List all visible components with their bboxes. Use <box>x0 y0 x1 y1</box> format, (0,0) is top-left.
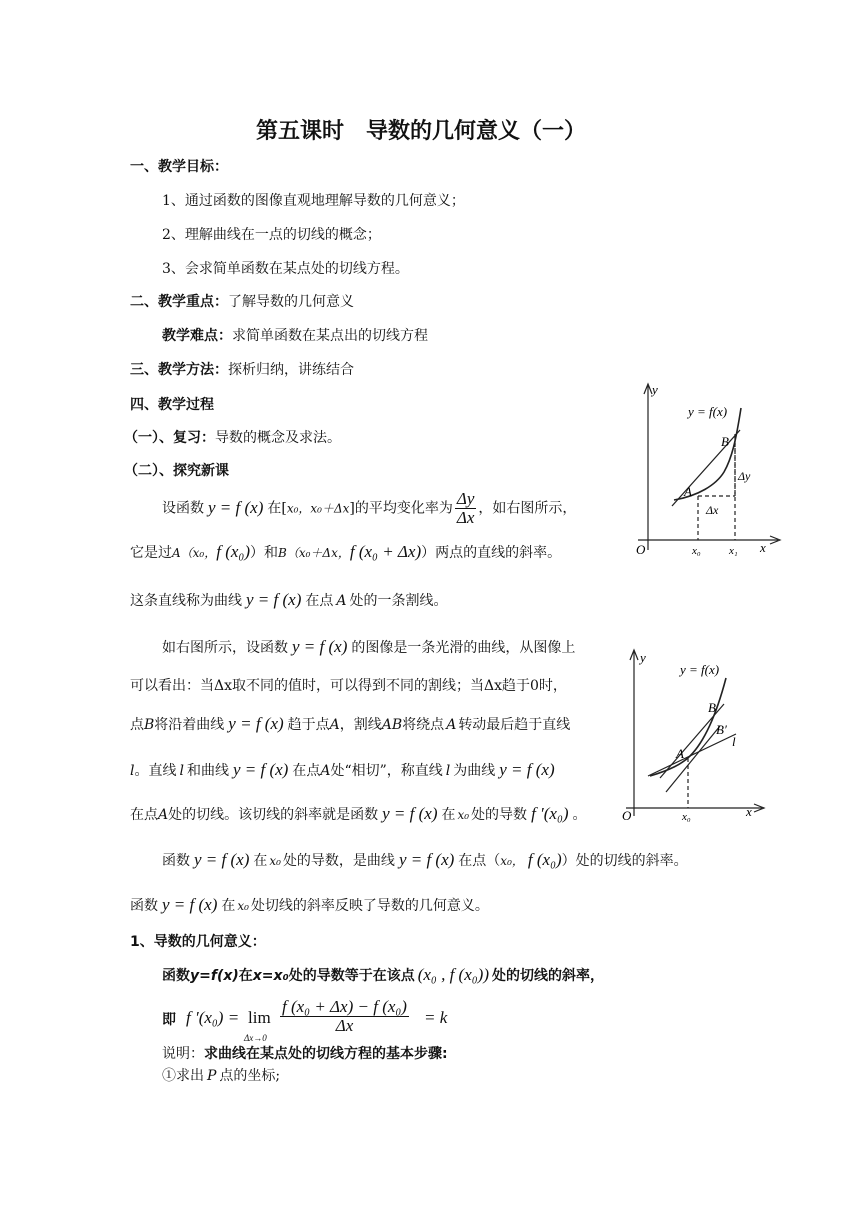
x0: x₀ <box>237 899 249 913</box>
math-fx0dx: f (x₀ + Δx) <box>349 542 422 561</box>
text: 转动最后趋于直线 <box>458 717 571 733</box>
fig1-point-b-label: B <box>721 434 729 449</box>
fig2-origin-label: O <box>622 808 632 823</box>
math-derivative: f ′(x₀) <box>531 804 569 823</box>
formula-lim-subscript: Δx→0 <box>244 1033 267 1043</box>
objective-item: 1、通过函数的图像直观地理解导数的几何意义； <box>162 193 465 209</box>
review-text: 导数的概念及求法。 <box>215 430 341 446</box>
math-fx0: f (x₀) <box>216 542 251 561</box>
frac-den: Δx <box>456 508 475 527</box>
point-b: B（x₀＋Δx， <box>278 546 350 560</box>
math-yfx: y = f (x) <box>382 804 438 823</box>
x0: x₀， <box>500 854 524 868</box>
text: 在 <box>441 807 456 823</box>
math-point: (x₀ , f (x₀)) <box>417 965 489 984</box>
text: 函数 <box>130 898 158 914</box>
text: 。直线 <box>134 763 177 779</box>
fig2-point-bp-label: B′ <box>716 722 727 737</box>
text: 点的坐标; <box>219 1068 281 1084</box>
text: 将沿着曲线 <box>154 717 225 733</box>
text: 为曲线 <box>453 763 496 779</box>
text: 在[ <box>267 500 287 517</box>
difficulty-text: 求简单函数在某点出的切线方程 <box>232 328 428 344</box>
math-yfx: y = f (x) <box>162 895 218 914</box>
fig2-point-a-label: A <box>676 746 684 761</box>
frac-den: Δx <box>335 1016 354 1035</box>
label-l: l <box>445 763 451 779</box>
fig1-x0-label: x₀ <box>692 545 701 557</box>
explore-label: （二）、探究新课 <box>124 463 229 479</box>
fig2-secant-ab <box>660 704 724 778</box>
math-yfx: y = f (x) <box>398 850 455 869</box>
objective-item: 3、会求简单函数在某点处的切线方程。 <box>162 261 409 277</box>
para3-line1 <box>162 850 688 871</box>
fig1-x1-label: x₁ <box>729 545 738 557</box>
fig1-dx-label: Δx <box>706 503 719 517</box>
label-a: A <box>446 717 457 733</box>
fig1-secant <box>672 430 740 506</box>
definition-line <box>162 965 604 986</box>
label-a: A <box>336 593 347 609</box>
para2-line5 <box>130 804 587 825</box>
frac-num: f (x₀ + Δx) − f (x₀) <box>282 997 407 1016</box>
fig2-curve-label: y = f(x) <box>680 662 720 677</box>
text: 在 <box>253 853 268 869</box>
para2-line1 <box>162 637 575 658</box>
para3-line2 <box>130 895 489 916</box>
fig2-line-l-label: l <box>732 734 736 749</box>
fig2-x-label: x <box>746 804 752 819</box>
key-points-text: 了解导数的几何意义 <box>228 294 354 310</box>
text: 在点 <box>292 763 321 779</box>
label-ab: AB <box>381 717 403 733</box>
text: 在点（ <box>458 853 501 869</box>
text: x=x₀ <box>252 968 289 984</box>
key-points-line <box>130 292 354 312</box>
method-text: 探析归纳，讲练结合 <box>228 362 354 378</box>
text: ）和 <box>250 545 279 561</box>
para1-line2 <box>130 542 561 563</box>
text: 函数 <box>162 853 190 869</box>
text: 处的切线的斜率， <box>492 968 604 984</box>
text: 点 <box>130 717 144 733</box>
review-line <box>124 428 341 448</box>
text: 如右图所示，设函数 <box>162 640 288 656</box>
formula-lhs: f ′(x₀) = <box>186 1008 240 1027</box>
text: 处的导数等于在该点 <box>288 968 415 984</box>
text: ，割线 <box>339 717 382 733</box>
para2-line3 <box>130 714 570 735</box>
para1-line1 <box>162 490 576 527</box>
math-yfx: y = f (x) <box>208 497 264 517</box>
text: 函数 <box>162 968 190 984</box>
math-yfx: y = f (x) <box>246 590 302 609</box>
fig2-secant-abp <box>666 726 720 792</box>
page-title: 第五课时 导数的几何意义（一） <box>256 119 587 144</box>
text: y=f(x) <box>190 968 239 984</box>
text: ）两点的直线的斜率。 <box>421 545 562 561</box>
text: 处的导数 <box>471 807 528 823</box>
label-p: P <box>207 1068 217 1084</box>
figure-tangent <box>620 646 780 824</box>
text: 在 <box>238 968 253 984</box>
formula-lim: lim <box>248 1008 271 1027</box>
fig2-point-b-label: B <box>708 700 716 715</box>
fig1-x-label: x <box>760 540 766 555</box>
frac-num: Δy <box>456 489 475 508</box>
text: 。 <box>572 807 587 823</box>
difficulty-label: 教学难点： <box>162 328 232 344</box>
text: 将绕点 <box>402 717 445 733</box>
review-label: （一）、复习： <box>124 430 215 446</box>
text: 趋于点 <box>287 717 330 733</box>
fig1-origin-label: O <box>636 542 646 557</box>
process-heading: 四、教学过程 <box>130 397 214 413</box>
difficulty-line <box>162 326 428 346</box>
interval: x₀，x₀＋Δx <box>286 501 350 516</box>
text: 设函数 <box>162 500 204 517</box>
text: ）处的切线的斜率。 <box>561 853 688 869</box>
math-fx0: f (x₀) <box>527 850 562 869</box>
key-points-heading: 二、教学重点： <box>130 294 228 310</box>
method-line <box>130 360 354 380</box>
math-yfx: y = f (x) <box>194 850 250 869</box>
fig1-curve-label: y = f(x) <box>688 404 728 419</box>
text: 处切线的斜率反映了导数的几何意义。 <box>250 898 489 914</box>
figure-secant <box>628 380 788 558</box>
step1-line <box>162 1066 280 1086</box>
fig1-y-label: y <box>652 382 658 397</box>
point-a: A（x₀， <box>172 546 217 560</box>
section-objectives-heading: 一、教学目标： <box>130 159 228 175</box>
x0: x₀ <box>457 808 470 822</box>
text: 它是过 <box>130 545 172 561</box>
text: 的图像是一条光滑的曲线，从图像上 <box>351 640 576 656</box>
label-a: A <box>329 717 340 733</box>
fig1-dy-label: Δy <box>738 469 751 483</box>
fraction-dy-dx <box>455 490 477 527</box>
fig2-y-label: y <box>640 650 646 665</box>
geometric-meaning-heading: 1、导数的几何意义： <box>130 934 266 950</box>
text: 处的导数，是曲线 <box>282 853 395 869</box>
formula-label: 即 <box>162 1012 176 1028</box>
text: 这条直线称为曲线 <box>130 593 242 609</box>
text: 处的切线。该切线的斜率就是函数 <box>168 807 379 823</box>
math-yfx: y = f (x) <box>292 637 348 656</box>
text: 处的一条割线。 <box>349 593 448 609</box>
text: 处“相切”，称直线 <box>330 763 443 779</box>
fig2-x0-label: x₀ <box>682 811 691 823</box>
method-heading: 三、教学方法： <box>130 362 228 378</box>
label-l: l <box>179 763 184 779</box>
text: ①求出 <box>162 1068 204 1084</box>
text: 在点 <box>305 593 334 609</box>
text: 在 <box>221 898 236 914</box>
note-label: 说明： <box>162 1046 204 1062</box>
text: 可以看出：当Δx取不同的值时，可以得到不同的割线；当Δx趋于0时， <box>130 678 567 694</box>
text: ，如右图所示， <box>478 500 577 517</box>
formula-fraction <box>280 998 409 1035</box>
fig1-point-a-label: A <box>684 484 692 499</box>
formula-rhs: = k <box>424 1008 448 1027</box>
math-yfx: y = f (x) <box>232 760 289 779</box>
para2-line4 <box>130 760 555 781</box>
text: 和曲线 <box>186 763 229 779</box>
para1-line3 <box>130 590 447 611</box>
text: 在点 <box>130 807 158 823</box>
label-a: A <box>320 763 331 779</box>
math-yfx: y = f (x) <box>499 760 555 779</box>
para2-line2 <box>130 676 567 696</box>
math-yfx: y = f (x) <box>228 714 284 733</box>
label-a: A <box>158 807 169 823</box>
label-l: l <box>130 763 135 779</box>
note-line <box>162 1044 448 1064</box>
text: ]的平均变化率为 <box>349 500 453 517</box>
objective-item: 2、理解曲线在一点的切线的概念； <box>162 227 381 243</box>
note-text: 求曲线在某点处的切线方程的基本步骤: <box>204 1046 448 1062</box>
label-b: B <box>144 717 155 733</box>
x0: x₀ <box>269 854 281 868</box>
